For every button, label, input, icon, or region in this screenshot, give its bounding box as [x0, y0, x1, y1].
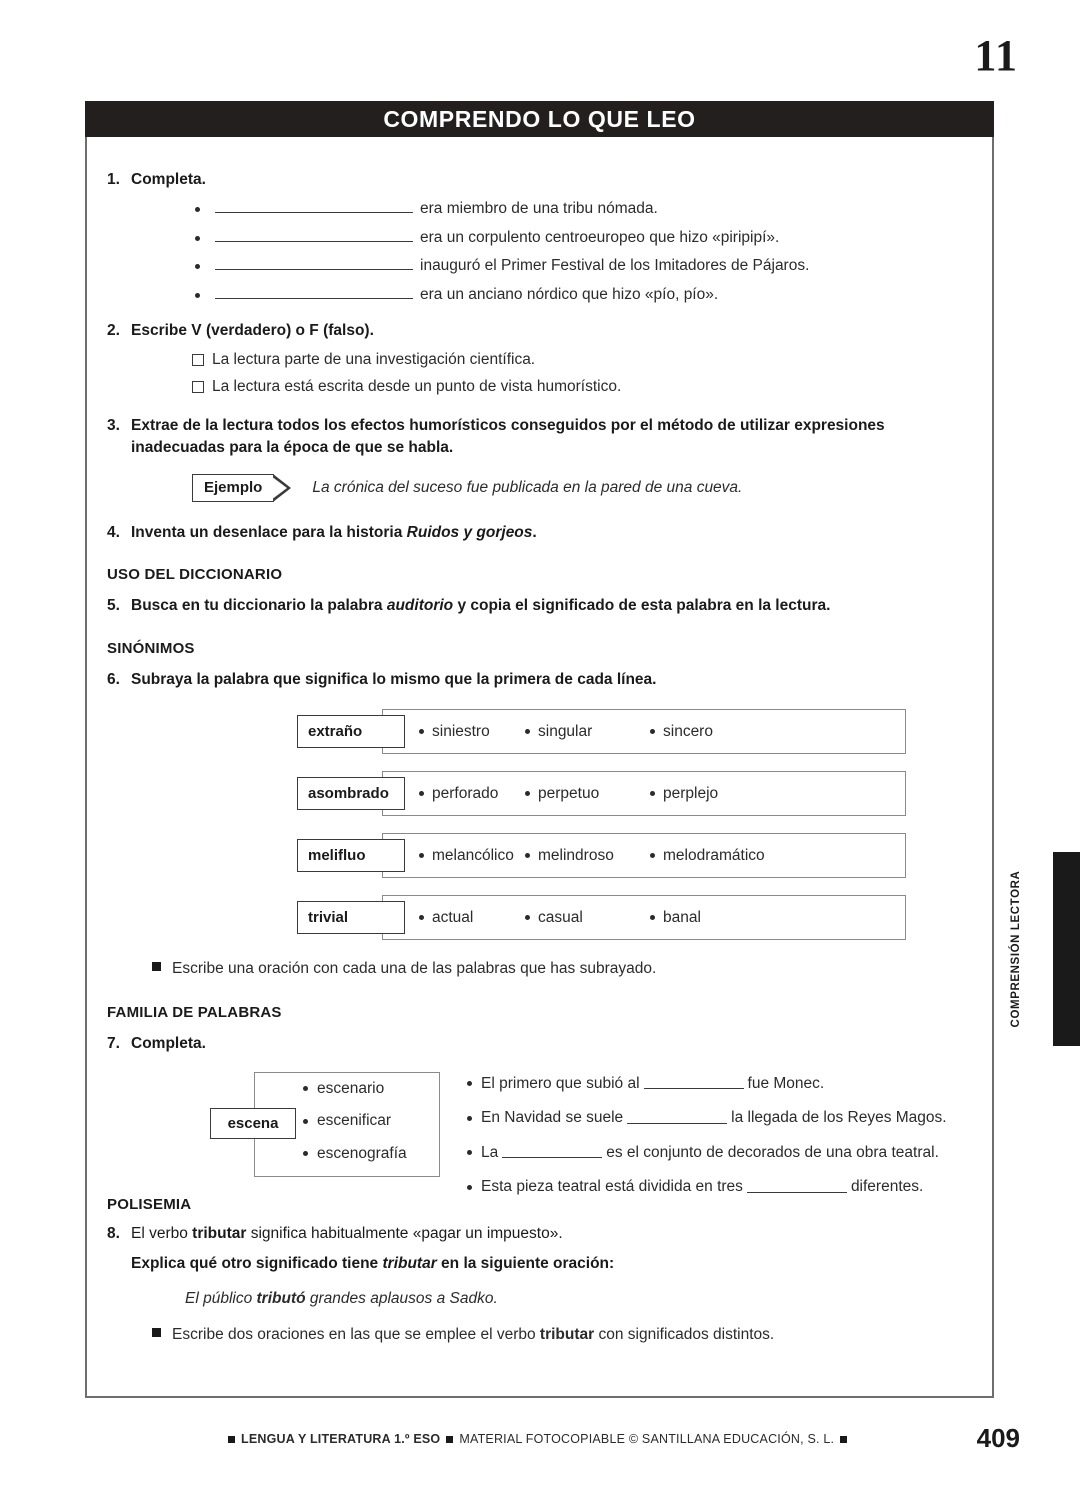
note-a: Escribe dos oraciones en las que se emplee el verbo [172, 1325, 540, 1343]
list-item-text: era un corpulento centroeuropeo que hizo «piripipí». [420, 228, 780, 246]
list-item-text: escenografía [317, 1144, 407, 1162]
option[interactable] [407, 909, 525, 927]
table-row [297, 771, 972, 816]
exercise-1-list [107, 201, 972, 302]
square-bullet-icon [446, 1436, 453, 1443]
section-heading-dictionary: USO DEL DICCIONARIO [107, 566, 283, 584]
chevron-right-icon [274, 474, 292, 502]
option[interactable] [650, 785, 718, 803]
option-label: melancólico [432, 846, 514, 864]
sentence-before: En Navidad se suele [481, 1109, 624, 1127]
exercise-1-number: 1. [107, 171, 120, 188]
word-family-list [303, 1081, 407, 1179]
sentence-before: El primero que subió al [481, 1074, 640, 1092]
list-item-text: escenificar [317, 1112, 392, 1130]
example-tag: Ejemplo [192, 474, 274, 502]
bullet-dot [303, 1086, 308, 1091]
sentence-after: fue Monec. [747, 1074, 825, 1092]
option[interactable] [407, 847, 525, 865]
exercise-4-prompt [131, 522, 972, 544]
note-bold: tributar [539, 1325, 595, 1343]
bullet-dot [195, 293, 200, 298]
table-row [297, 709, 972, 754]
blank-input[interactable] [747, 1182, 847, 1193]
list-item-text: La lectura está escrita desde un punto de vista humorístico. [212, 378, 622, 396]
exercise-4-prompt-a: Inventa un desenlace para la historia [131, 523, 407, 541]
exercise-8-example [185, 1290, 972, 1308]
footer-copyright: MATERIAL FOTOCOPIABLE © SANTILLANA EDUCACIÓN, S. L. [459, 1432, 835, 1446]
bullet-dot [195, 236, 200, 241]
section-heading-family: FAMILIA DE PALABRAS [107, 1004, 282, 1022]
bullet-dot [419, 853, 424, 858]
option[interactable] [525, 723, 650, 741]
option[interactable] [407, 723, 525, 741]
section-heading-polysemy: POLISEMIA [107, 1195, 192, 1213]
row-keyword: extraño [297, 715, 405, 748]
option-label: sincero [663, 722, 713, 740]
exercise-4-prompt-b: . [532, 523, 537, 541]
synonyms-table [107, 709, 972, 940]
square-bullet-icon [152, 1328, 161, 1337]
option-label: melodramático [663, 846, 765, 864]
exercise-5-prompt [131, 595, 972, 617]
bullet-dot [525, 915, 530, 920]
bullet-dot [419, 915, 424, 920]
exercise-7 [107, 1033, 972, 1055]
page-title: COMPRENDO LO QUE LEO [85, 101, 994, 137]
exercise-8-note [152, 1326, 972, 1344]
list-item [467, 1179, 987, 1195]
bullet-dot [467, 1116, 472, 1121]
worksheet-body [85, 137, 994, 1344]
bullet-dot [195, 264, 200, 269]
exercise-6-prompt: Subraya la palabra que significa lo mismo que la primera de cada línea. [131, 670, 657, 688]
word-family-sentences [467, 1076, 987, 1214]
table-row [297, 895, 972, 940]
list-item [192, 352, 972, 368]
page-number: 409 [976, 1423, 1020, 1453]
option-label: melindroso [538, 846, 614, 864]
list-item [107, 201, 972, 217]
exercise-5-prompt-a: Busca en tu diccionario la palabra [131, 597, 387, 615]
bullet-dot [467, 1081, 472, 1086]
exercise-5-prompt-italic: auditorio [386, 597, 454, 615]
blank-input[interactable] [644, 1078, 744, 1089]
blank-input[interactable] [215, 201, 413, 213]
row-keyword: trivial [297, 901, 405, 934]
bullet-dot [419, 729, 424, 734]
exercise-4-prompt-italic: Ruidos y gorjeos [406, 523, 533, 541]
example-text: La crónica del suceso fue publicada en la pared de una cueva. [312, 478, 743, 496]
list-item-text: era un anciano nórdico que hizo «pío, pío». [420, 285, 719, 303]
list-item [467, 1076, 987, 1092]
unit-number: 11 [974, 31, 1018, 80]
exercise-1 [107, 169, 972, 191]
line1-a: El verbo [131, 1224, 193, 1242]
option-label: casual [538, 908, 583, 926]
blank-input[interactable] [627, 1113, 727, 1124]
line1-b: significa habitualmente «pagar un impuesto». [246, 1224, 563, 1242]
exercise-2-list [107, 352, 972, 395]
footer-credit [222, 1432, 853, 1446]
list-item [107, 230, 972, 246]
exercise-6-note-text: Escribe una oración con cada una de las palabras que has subrayado. [172, 960, 657, 978]
line1-bold: tributar [192, 1224, 247, 1242]
exercise-3 [107, 415, 972, 460]
square-bullet-icon [228, 1436, 235, 1443]
list-item [303, 1113, 407, 1129]
row-keyword: melifluo [297, 839, 405, 872]
option-label: banal [663, 908, 701, 926]
option[interactable] [650, 909, 701, 927]
bullet-dot [467, 1185, 472, 1190]
exercise-3-prompt: Extrae de la lectura todos los efectos humorísticos conseguidos por el método de utilizar expresiones inadecuadas para la época de que se habla. [131, 416, 885, 457]
row-keyword: asombrado [297, 777, 405, 810]
side-tab-block [1053, 852, 1080, 1046]
section-heading-synonyms: SINÓNIMOS [107, 639, 195, 657]
list-item-text: escenario [317, 1079, 385, 1097]
note-b: con significados distintos. [594, 1325, 775, 1343]
bullet-dot [650, 791, 655, 796]
bullet-dot [419, 791, 424, 796]
sentence-after: diferentes. [850, 1178, 924, 1196]
example-b: grandes aplausos a Sadko. [305, 1289, 498, 1307]
blank-input[interactable] [215, 230, 413, 242]
bullet-dot [303, 1151, 308, 1156]
sentence-after: la llegada de los Reyes Magos. [731, 1109, 947, 1127]
bullet-dot [650, 729, 655, 734]
sentence-after: es el conjunto de decorados de una obra teatral. [606, 1143, 939, 1161]
line2-a: Explica qué otro significado tiene [131, 1255, 383, 1273]
exercise-8-line-1 [131, 1223, 972, 1245]
exercise-5-prompt-b: y copia el significado de esta palabra en la lectura. [453, 597, 831, 615]
word-family-root: escena [210, 1108, 296, 1139]
word-family-diagram [107, 1072, 972, 1196]
option[interactable] [650, 723, 713, 741]
option-label: perplejo [663, 784, 719, 802]
option[interactable] [525, 785, 650, 803]
blank-input[interactable] [502, 1147, 602, 1158]
exercise-6 [107, 669, 972, 691]
checkbox[interactable] [192, 381, 204, 393]
option[interactable] [525, 847, 650, 865]
sentence-before: La [481, 1143, 499, 1161]
list-item-text: La lectura parte de una investigación científica. [212, 350, 536, 368]
exercise-2-prompt: Escribe V (verdadero) o F (falso). [131, 322, 374, 340]
bullet-dot [525, 791, 530, 796]
bullet-dot [650, 853, 655, 858]
option[interactable] [407, 785, 525, 803]
option[interactable] [525, 909, 650, 927]
blank-input[interactable] [215, 287, 413, 299]
exercise-6-note [152, 960, 972, 978]
line2-b: en la siguiente oración: [436, 1255, 615, 1273]
list-item-text: inauguró el Primer Festival de los Imitadores de Pájaros. [420, 257, 810, 275]
list-item [303, 1081, 407, 1097]
table-row [297, 833, 972, 878]
example-bold: tributó [256, 1289, 306, 1307]
list-item [467, 1145, 987, 1161]
option-label: singular [538, 722, 593, 740]
bullet-dot [303, 1119, 308, 1124]
exercise-8 [107, 1223, 972, 1245]
sentence-before: Esta pieza teatral está dividida en tres [481, 1178, 743, 1196]
list-item [467, 1110, 987, 1126]
exercise-8-note-text [172, 1326, 774, 1344]
bullet-dot [525, 853, 530, 858]
exercise-8-line-2 [131, 1253, 972, 1275]
exercise-3-number: 3. [107, 416, 120, 434]
bullet-dot [650, 915, 655, 920]
square-bullet-icon [152, 962, 161, 971]
option-label: perforado [432, 784, 499, 802]
list-item [303, 1146, 407, 1162]
option-label: actual [432, 908, 474, 926]
exercise-2 [107, 320, 972, 342]
line2-italic: tributar [382, 1255, 437, 1273]
list-item [107, 287, 972, 303]
row-options [407, 895, 907, 940]
bullet-dot [195, 207, 200, 212]
square-bullet-icon [840, 1436, 847, 1443]
row-options [407, 833, 907, 878]
example-a: El público [185, 1289, 257, 1307]
list-item [192, 379, 972, 395]
bullet-dot [525, 729, 530, 734]
row-options [407, 709, 907, 754]
checkbox[interactable] [192, 354, 204, 366]
list-item-text: era miembro de una tribu nómada. [420, 200, 658, 218]
exercise-1-prompt: Completa. [131, 171, 206, 188]
exercise-5-number: 5. [107, 597, 120, 615]
option-label: perpetuo [538, 784, 600, 802]
row-options [407, 771, 907, 816]
exercise-5 [107, 595, 972, 617]
side-tab-label: COMPRENSIÓN LECTORA [1010, 870, 1022, 1028]
exercise-8-number: 8. [107, 1224, 120, 1242]
option[interactable] [650, 847, 765, 865]
exercise-4 [107, 522, 972, 544]
blank-input[interactable] [215, 258, 413, 270]
exercise-6-number: 6. [107, 670, 120, 688]
exercise-7-prompt: Completa. [131, 1035, 206, 1053]
footer [0, 1423, 1080, 1453]
exercise-7-number: 7. [107, 1035, 120, 1053]
example-callout [192, 474, 972, 502]
exercise-4-number: 4. [107, 523, 120, 541]
exercise-2-number: 2. [107, 322, 120, 340]
option-label: siniestro [432, 722, 490, 740]
list-item [107, 258, 972, 274]
footer-title: LENGUA Y LITERATURA 1.º ESO [241, 1432, 441, 1446]
bullet-dot [467, 1150, 472, 1155]
